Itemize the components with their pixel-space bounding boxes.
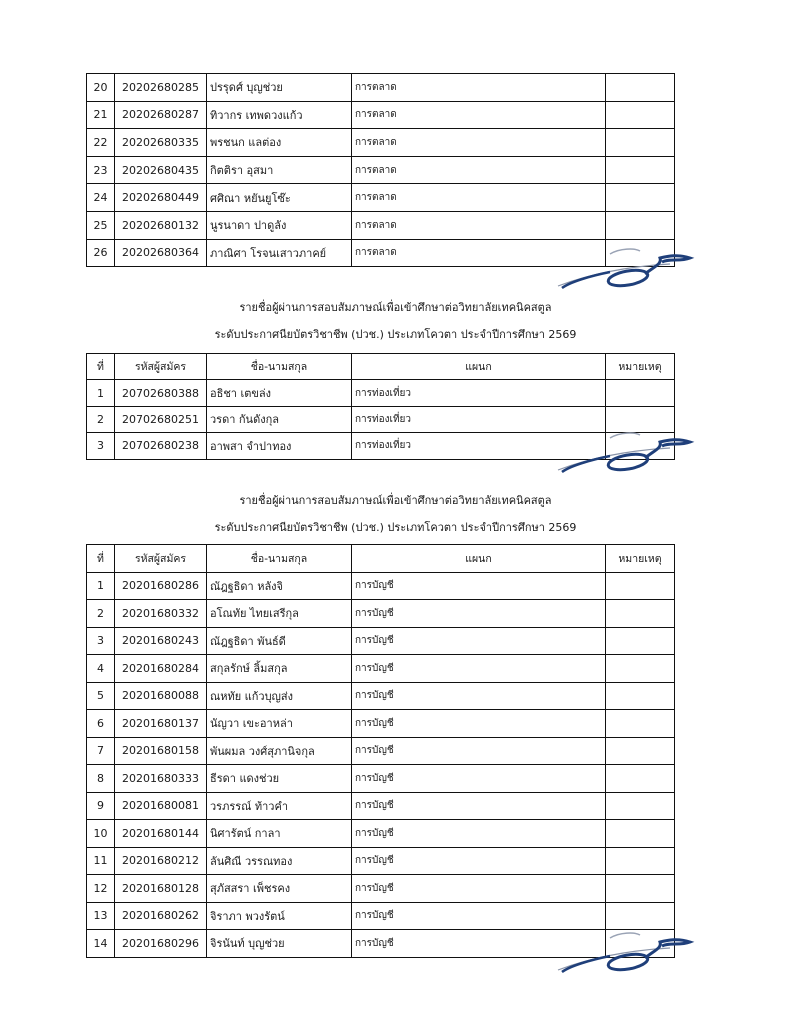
- table-row: [87, 156, 675, 184]
- applicant-name: ศศิณา หยันยูโซ๊ะ: [207, 184, 352, 212]
- applicant-id: 20202680449: [115, 184, 207, 212]
- table-row: [87, 129, 675, 157]
- col-header-name: ชื่อ-นามสกุล: [207, 354, 352, 380]
- table-row: [87, 710, 675, 738]
- applicant-name: ปรรุดศ์ บุญช่วย: [207, 74, 352, 102]
- applicant-id: 20201680296: [115, 930, 207, 958]
- department: การตลาด: [352, 74, 606, 102]
- col-header-dept: แผนก: [352, 545, 606, 573]
- row-number: 10: [87, 820, 115, 848]
- table-row: [87, 765, 675, 793]
- signature: [550, 920, 700, 980]
- remark: [606, 847, 675, 875]
- applicant-id: 20201680332: [115, 600, 207, 628]
- department: การบัญชี: [352, 627, 606, 655]
- row-number: 12: [87, 875, 115, 903]
- applicant-id: 20202680285: [115, 74, 207, 102]
- department: การบัญชี: [352, 682, 606, 710]
- remark: [606, 710, 675, 738]
- applicant-name: ลันศิณี วรรณทอง: [207, 847, 352, 875]
- applicant-id: 20201680128: [115, 875, 207, 903]
- department: การท่องเที่ยว: [352, 380, 606, 406]
- department: การท่องเที่ยว: [352, 433, 606, 459]
- applicant-name: จิรนันท์ บุญช่วย: [207, 930, 352, 958]
- row-number: 11: [87, 847, 115, 875]
- row-number: 2: [87, 406, 115, 432]
- department: การตลาด: [352, 156, 606, 184]
- remark: [606, 875, 675, 903]
- applicant-id: 20201680158: [115, 737, 207, 765]
- remark: [606, 820, 675, 848]
- remark: [606, 682, 675, 710]
- section-subtitle: ระดับประกาศนียบัตรวิชาชีพ (ปวช.) ประเภทโควตา ประจำปีการศึกษา 2569: [214, 328, 577, 341]
- table-row: [87, 74, 675, 102]
- row-number: 26: [87, 239, 115, 267]
- remark: [606, 655, 675, 683]
- department: การบัญชี: [352, 930, 606, 958]
- applicant-id: 20202680364: [115, 239, 207, 267]
- table-row: [87, 792, 675, 820]
- row-number: 24: [87, 184, 115, 212]
- applicant-name: สุภัสสรา เพ็ชรคง: [207, 875, 352, 903]
- table-row: [87, 682, 675, 710]
- table-row: [87, 847, 675, 875]
- applicant-name: ธีรดา แดงช่วย: [207, 765, 352, 793]
- applicant-id: 20201680137: [115, 710, 207, 738]
- applicant-name: ณัฎฐธิดา พันธ์ดี: [207, 627, 352, 655]
- applicant-name: อโณทัย ไทยเสรีกุล: [207, 600, 352, 628]
- section-title: รายชื่อผู้ผ่านการสอบสัมภาษณ์เพื่อเข้าศึกษาต่อวิทยาลัยเทคนิคสตูล: [239, 301, 552, 314]
- department: การบัญชี: [352, 572, 606, 600]
- remark: [606, 156, 675, 184]
- applicant-id: 20201680081: [115, 792, 207, 820]
- applicant-name: นูรนาดา ปาดูลัง: [207, 211, 352, 239]
- department: การบัญชี: [352, 847, 606, 875]
- applicant-id: 20201680333: [115, 765, 207, 793]
- table-row: [87, 380, 675, 406]
- department: การบัญชี: [352, 820, 606, 848]
- table-row: [87, 572, 675, 600]
- department: การตลาด: [352, 239, 606, 267]
- table-header-row: [87, 354, 675, 380]
- row-number: 3: [87, 433, 115, 459]
- applicant-id: 20702680251: [115, 406, 207, 432]
- row-number: 2: [87, 600, 115, 628]
- remark: [606, 184, 675, 212]
- applicant-id: 20201680212: [115, 847, 207, 875]
- applicant-name: วรภรรณ์ ท้าวคำ: [207, 792, 352, 820]
- applicant-name: นิศารัตน์ กาลา: [207, 820, 352, 848]
- applicant-name: พันผมล วงศ์สุภานิจกุล: [207, 737, 352, 765]
- applicant-name: พรชนก แลต่อง: [207, 129, 352, 157]
- applicant-id: 20202680335: [115, 129, 207, 157]
- row-number: 23: [87, 156, 115, 184]
- row-number: 3: [87, 627, 115, 655]
- row-number: 6: [87, 710, 115, 738]
- applicant-id: 20201680262: [115, 902, 207, 930]
- table-row: [87, 211, 675, 239]
- remark: [606, 737, 675, 765]
- row-number: 20: [87, 74, 115, 102]
- applicant-id: 20702680388: [115, 380, 207, 406]
- department: การตลาด: [352, 101, 606, 129]
- table-row: [87, 655, 675, 683]
- table-row: [87, 184, 675, 212]
- row-number: 5: [87, 682, 115, 710]
- col-header-no: ที่: [87, 354, 115, 380]
- remark: [606, 627, 675, 655]
- table-row: [87, 101, 675, 129]
- row-number: 13: [87, 902, 115, 930]
- applicant-id: 20201680286: [115, 572, 207, 600]
- department: การบัญชี: [352, 600, 606, 628]
- applicant-name: วรดา กันดังกุล: [207, 406, 352, 432]
- applicant-id: 20202680287: [115, 101, 207, 129]
- table-row: [87, 737, 675, 765]
- col-header-dept: แผนก: [352, 354, 606, 380]
- department: การตลาด: [352, 129, 606, 157]
- department: การบัญชี: [352, 902, 606, 930]
- signature: [550, 420, 700, 480]
- col-header-id: รหัสผู้สมัคร: [115, 545, 207, 573]
- applicant-id: 20201680144: [115, 820, 207, 848]
- remark: [606, 74, 675, 102]
- applicant-id: 20201680088: [115, 682, 207, 710]
- remark: [606, 380, 675, 406]
- table-row: [87, 627, 675, 655]
- applicant-name: ภาณิศา โรจนเสาวภาคย์: [207, 239, 352, 267]
- col-header-name: ชื่อ-นามสกุล: [207, 545, 352, 573]
- remark: [606, 765, 675, 793]
- applicant-name: กิตติรา อุสมา: [207, 156, 352, 184]
- applicant-name: ทิวากร เทพดวงแก้ว: [207, 101, 352, 129]
- remark: [606, 211, 675, 239]
- remark: [606, 129, 675, 157]
- row-number: 14: [87, 930, 115, 958]
- accounting-table: [86, 544, 675, 958]
- department: การท่องเที่ยว: [352, 406, 606, 432]
- table-row: [87, 820, 675, 848]
- section-subtitle: ระดับประกาศนียบัตรวิชาชีพ (ปวช.) ประเภทโควตา ประจำปีการศึกษา 2569: [214, 521, 577, 534]
- col-header-note: หมายเหตุ: [606, 354, 675, 380]
- applicant-name: ณัฎฐธิดา หลังจิ: [207, 572, 352, 600]
- department: การบัญชี: [352, 792, 606, 820]
- department: การบัญชี: [352, 875, 606, 903]
- section-title: รายชื่อผู้ผ่านการสอบสัมภาษณ์เพื่อเข้าศึกษาต่อวิทยาลัยเทคนิคสตูล: [239, 494, 552, 507]
- department: การบัญชี: [352, 655, 606, 683]
- table-row: [87, 875, 675, 903]
- row-number: 22: [87, 129, 115, 157]
- applicant-id: 20202680132: [115, 211, 207, 239]
- department: การตลาด: [352, 211, 606, 239]
- col-header-id: รหัสผู้สมัคร: [115, 354, 207, 380]
- remark: [606, 792, 675, 820]
- row-number: 9: [87, 792, 115, 820]
- row-number: 21: [87, 101, 115, 129]
- col-header-no: ที่: [87, 545, 115, 573]
- department: การบัญชี: [352, 710, 606, 738]
- col-header-note: หมายเหตุ: [606, 545, 675, 573]
- applicant-id: 20201680284: [115, 655, 207, 683]
- applicant-id: 20202680435: [115, 156, 207, 184]
- remark: [606, 101, 675, 129]
- signature: [550, 236, 700, 296]
- applicant-name: จิราภา พวงรัตน์: [207, 902, 352, 930]
- applicant-id: 20702680238: [115, 433, 207, 459]
- department: การบัญชี: [352, 737, 606, 765]
- row-number: 4: [87, 655, 115, 683]
- applicant-name: นัญวา เขะอาหล่า: [207, 710, 352, 738]
- table-header-row: [87, 545, 675, 573]
- department: การบัญชี: [352, 765, 606, 793]
- row-number: 1: [87, 380, 115, 406]
- applicant-name: อธิชา เตขล่ง: [207, 380, 352, 406]
- applicant-id: 20201680243: [115, 627, 207, 655]
- remark: [606, 572, 675, 600]
- row-number: 25: [87, 211, 115, 239]
- applicant-name: ณหทัย แก้วบุญส่ง: [207, 682, 352, 710]
- row-number: 1: [87, 572, 115, 600]
- department: การตลาด: [352, 184, 606, 212]
- row-number: 8: [87, 765, 115, 793]
- applicant-name: อาพสา จำปาทอง: [207, 433, 352, 459]
- table-row: [87, 600, 675, 628]
- applicant-name: สกุลรักษ์ ลิ้มสกุล: [207, 655, 352, 683]
- remark: [606, 600, 675, 628]
- row-number: 7: [87, 737, 115, 765]
